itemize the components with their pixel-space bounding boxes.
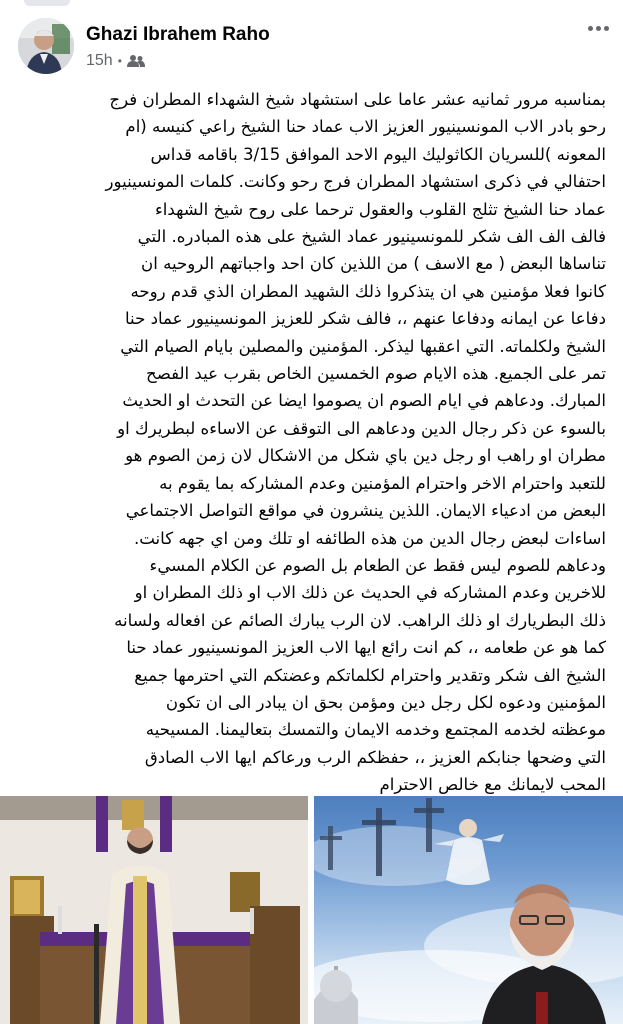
post-text-line: بالسوء عن ذكر رجال الدين ودعاهم الى التوقف عن الاساءه لبطريرك او xyxy=(117,418,606,438)
post-text-line: ذلك البطريارك او ذلك الراهب. لان الرب يبارك الصائم عن افعاله ولسانه xyxy=(114,610,606,630)
friends-icon xyxy=(127,54,145,68)
post-text-line: ودعاهم للصوم ليس فقط عن الطعام بل الصوم عن الكلام المسيء xyxy=(149,555,606,575)
post-time[interactable]: 15h xyxy=(86,52,113,69)
post-text-line: الشيخ ولكلماته. التي اعقبها ليذكر. المؤمنين والمصلين بايام الصيام التي xyxy=(120,336,606,356)
post-text-line: احتفالي في ذكرى استشهاد المطران فرج رحو وكانت. كلمات المونسينيور xyxy=(105,172,606,192)
post-meta xyxy=(86,52,145,70)
post-text-line: المؤمنين ودعوه لكل رجل دين ومؤمن بحق ان يبادر الى ان تكون xyxy=(165,692,606,712)
previous-post-edge xyxy=(0,0,623,10)
post-header xyxy=(0,14,623,76)
separator-dot: • xyxy=(117,54,122,68)
scroll-pill xyxy=(24,0,70,6)
post-text-line: كما هو عن طعامه ،، كم انت رائع ايها الاب العزيز المونسينيور عماد حنا xyxy=(126,638,606,658)
post-body xyxy=(14,86,606,799)
priest-altar-illustration xyxy=(0,796,308,1024)
photo-priest-altar[interactable] xyxy=(0,796,308,1024)
avatar-photo xyxy=(18,18,74,74)
post-text-line: المحب لايمانك مع خالص الاحترام xyxy=(379,775,606,795)
post-text-line: الشيخ الف شكر وتقدير واحترام لكلماتكم وعضتكم التي احترمها جميع xyxy=(134,665,606,685)
post-text-line: للتعبد واحترام الاخر واحترام المؤمنين وعدم المشاركه بما يقوم به xyxy=(159,473,606,493)
post-photos xyxy=(0,796,623,1024)
author-avatar[interactable] xyxy=(18,18,74,74)
photo-memorial[interactable] xyxy=(314,796,623,1024)
post-text-line: فالف الف الف شكر للمونسينيور عماد الشيخ على هذه المبادره. التي xyxy=(137,227,606,247)
post-text-line: دفاعا عن ايمانه ودفاعا عنهم ،، فالف شكر للعزيز المونسينيور عماد حنا xyxy=(125,309,606,329)
post-text-line: تناساها البعض ( مع الاسف ) من اللذين كان احد واجباتهم الروحيه ان xyxy=(141,254,606,274)
post-text-line: كانوا فعلا مؤمنين هي ان يتذكروا ذلك الشهيد المطران الذي قدم روحه xyxy=(130,281,606,301)
post-text-line: البعض من ادعياء الايمان. اللذين ينشرون في مواقع التواصل الاجتماعي xyxy=(125,501,606,521)
post-text-line: مطران او راهب او رجل دين باي شكل من الاشكال لان زمن الصوم هو xyxy=(125,446,606,466)
post-text-line: عماد حنا الشيخ تثلج القلوب والعقول ترحما على روح شيخ الشهداء xyxy=(155,199,606,219)
post-text-line: بمناسبه مرور ثمانيه عشر عاما على استشهاد شيخ الشهداء المطران فرج xyxy=(109,90,606,109)
author-name[interactable]: Ghazi Ibrahem Raho xyxy=(86,24,270,45)
post-text-line: المعونه )للسريان الكاثوليك اليوم الاحد الموافق 3/15 باقامه قداس xyxy=(150,144,606,164)
post-text-line: للاخرين وعدم المشاركه في الحديث عن ذلك الاب او ذلك المطران او xyxy=(134,583,606,603)
post-text-line: التي وضحها جنابكم العزيز ،، حفظكم الرب ورعاكم ايها الاب الصادق xyxy=(144,747,606,767)
post-text-line: تمر على الجميع. هذه الايام صوم الخمسين الخاص بقرب عيد الفصح xyxy=(145,364,606,384)
post-text-line: رحو بادر الاب المونسينيور العزيز الاب عماد حنا الشيخ راعي كنيسه (ام xyxy=(125,117,606,137)
post-text-line: موعظته لخدمه المجتمع وخدمه الايمان والتمسك بتعاليمنا. المسيحيه xyxy=(145,720,606,740)
more-horizontal-icon xyxy=(588,26,593,31)
memorial-illustration xyxy=(314,796,623,1024)
post-text-line: اساءات لبعض رجال الدين من هذه الطائفه او تلك ومن اي جهه كانت. xyxy=(133,528,606,548)
post-text-line: المبارك. ودعاهم في ايام الصوم ان يصوموا ايضا عن التحدث او الحديث xyxy=(122,391,606,411)
more-options-button[interactable] xyxy=(588,26,609,31)
